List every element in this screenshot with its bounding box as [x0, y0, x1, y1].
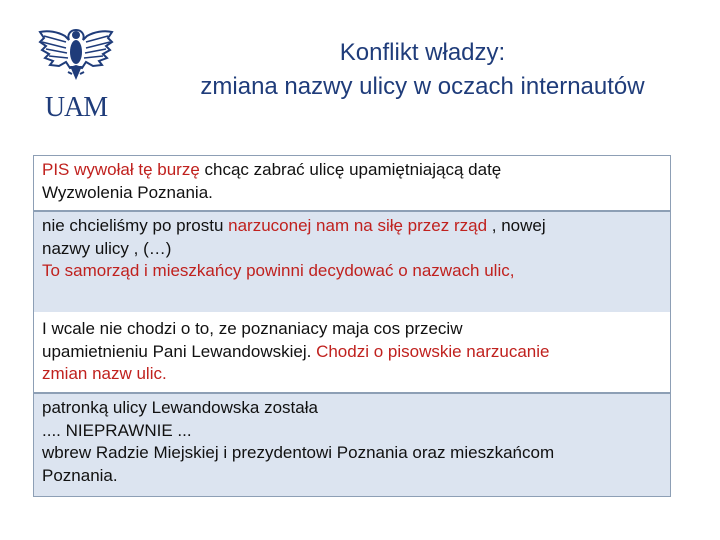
- comment-row-4: [34, 394, 670, 496]
- svg-text:UAM: UAM: [44, 92, 108, 122]
- comment-3-line-1: I wcale nie chodzi o to, ze poznaniacy maja cos przeciw: [42, 319, 463, 338]
- comment-2-line-1: [42, 215, 662, 238]
- comment-2-line-3: To samorząd i mieszkańcy powinni decydować o nazwach ulic,: [42, 261, 515, 280]
- comment-4-line-2: .... NIEPRAWNIE ...: [42, 420, 192, 440]
- comment-4-line-3: wbrew Radzie Miejskiej i prezydentowi Poznania oraz mieszkańcom: [42, 443, 555, 462]
- comment-row-2: [34, 212, 670, 315]
- comment-3-highlight: Chodzi o pisowskie narzucanie: [316, 341, 550, 361]
- comment-3-line-3: zmian nazw ulic.: [42, 364, 167, 383]
- eagle-emblem-icon: [36, 22, 116, 122]
- comment-row-1: [34, 156, 670, 212]
- title-line-1: Konflikt władzy:: [339, 39, 506, 66]
- comment-4-line-1: patronką ulicy Lewandowska została: [42, 398, 318, 417]
- comments-table: [33, 155, 671, 497]
- comment-2-line-2: nazwy ulicy , (…): [42, 238, 172, 258]
- comment-1-line-2: Wyzwolenia Poznania.: [42, 182, 213, 202]
- title-line-2: zmiana nazwy ulicy w oczach internautów: [200, 73, 645, 100]
- comment-1-line-1: [42, 159, 662, 182]
- comment-4-line-4: Poznania.: [42, 465, 118, 485]
- comment-1-highlight: PIS wywołał tę burzę: [42, 160, 200, 179]
- uam-logo: [36, 22, 116, 122]
- comment-3-text: upamietnieniu Pani Lewandowskiej.: [42, 341, 317, 361]
- comment-1-text: chcąc zabrać ulicę upamiętniającą datę: [199, 160, 502, 179]
- comment-3-line-2: [42, 341, 662, 364]
- comment-row-3: [34, 315, 670, 394]
- comment-2-text-a: nie chcieliśmy po prostu: [42, 216, 229, 235]
- slide-title: [140, 36, 705, 104]
- comment-2-text-b: , nowej: [491, 216, 546, 235]
- comment-2-highlight: narzuconej nam na siłę przez rząd: [228, 216, 492, 235]
